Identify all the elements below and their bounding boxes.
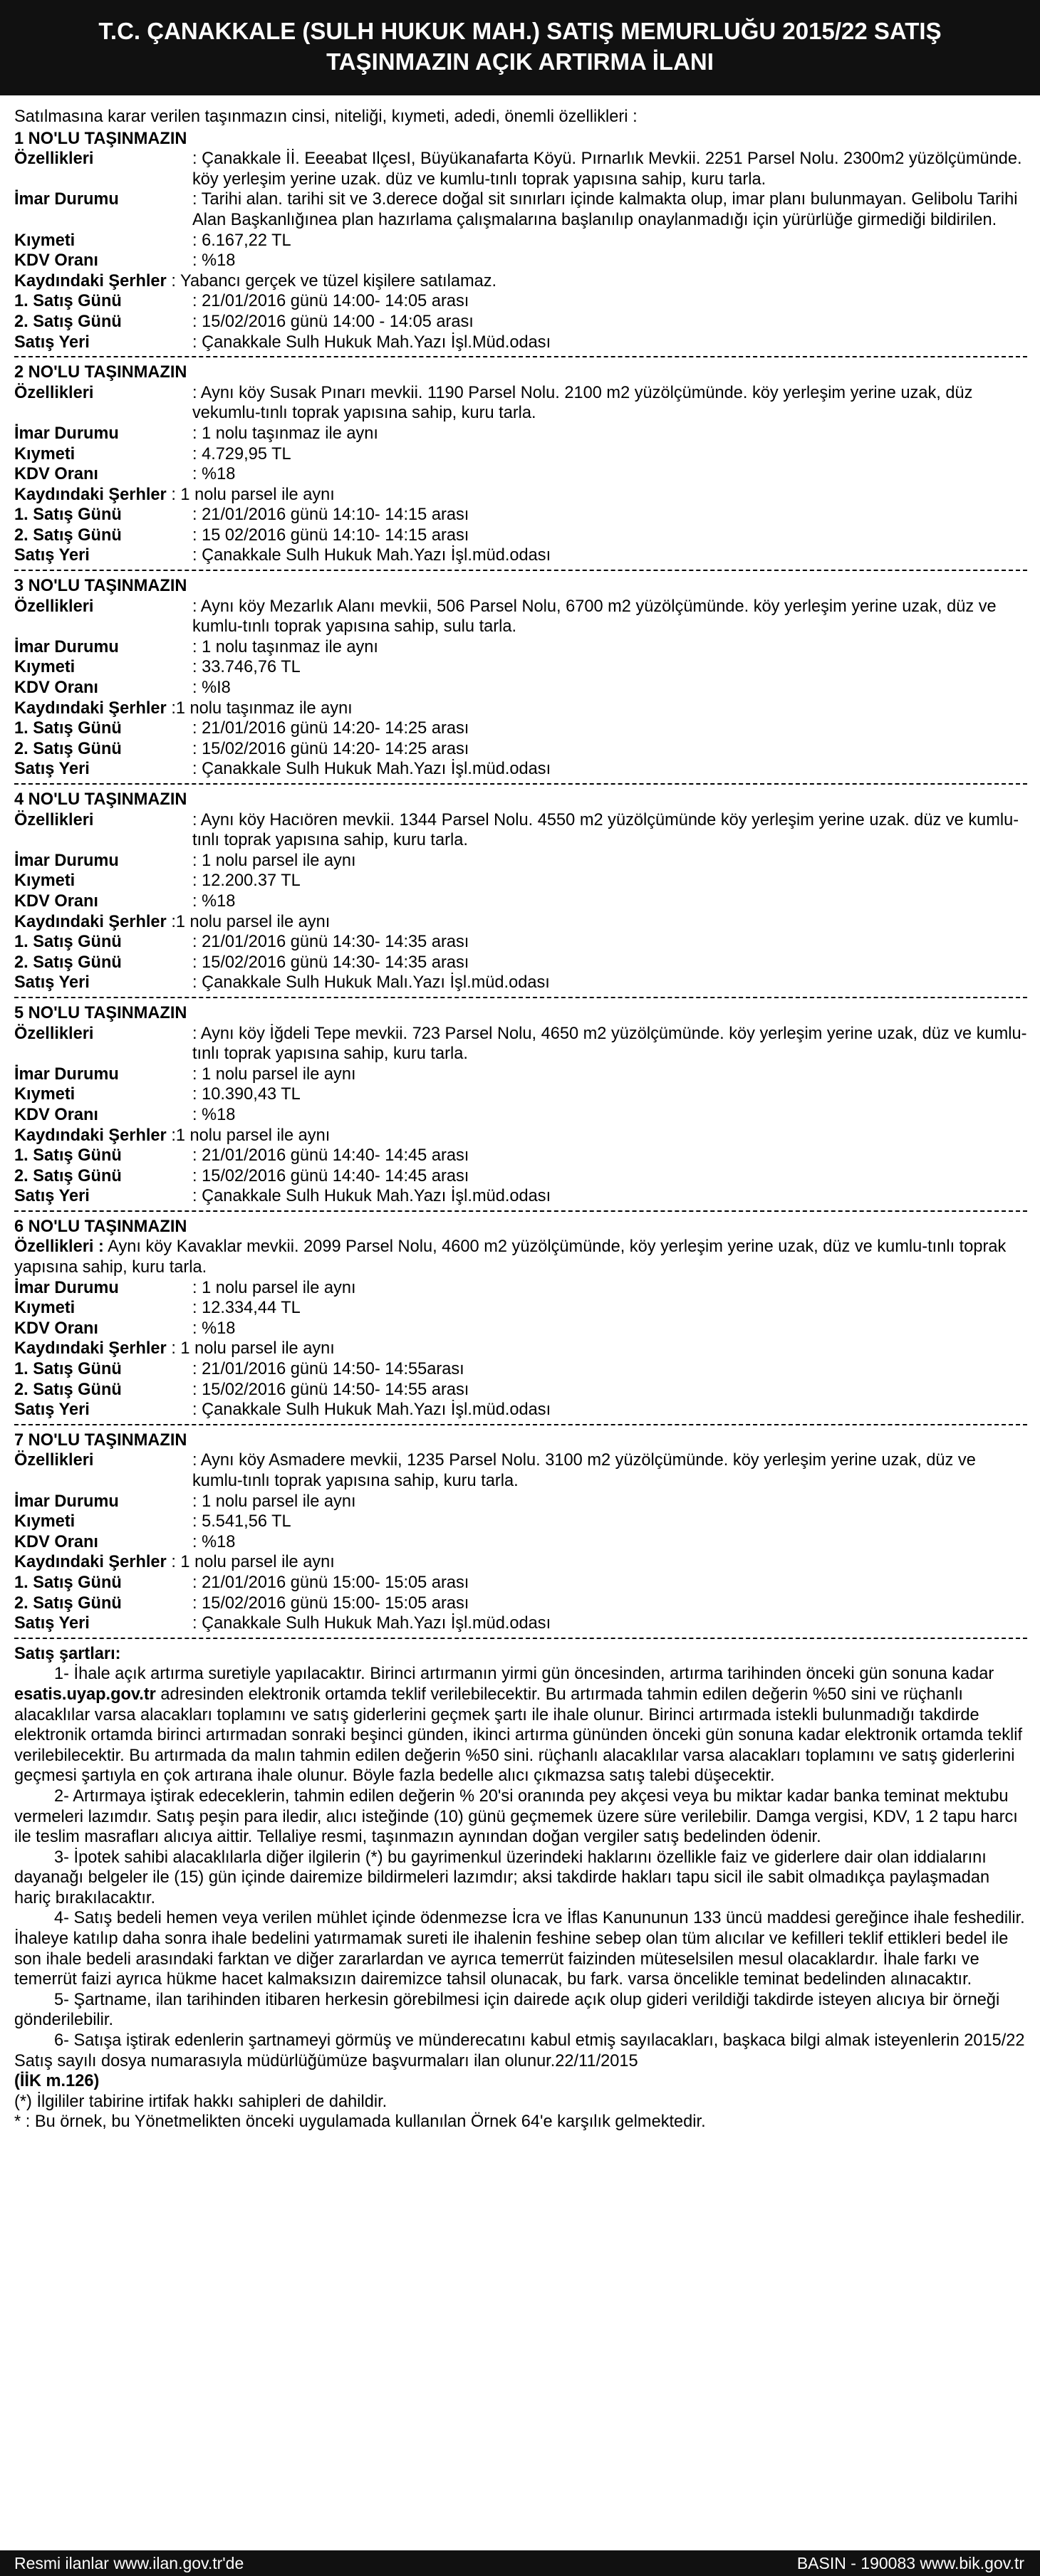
condition-6: 6- Satışa iştirak edenlerin şartnameyi görmüş ve münderecatını kabul etmiş sayılacakları, başkaca bilgi almak isteyenlerin 2015/22 Satış sayılı dosya numarasıyla müdürlüğümüze başvurmaları ilan olunur.22/11/2015 [14, 2031, 1025, 2070]
lot-value-row [14, 657, 1027, 678]
lot-sale-location-value: : Çanakkale Sulh Hukuk Mah.Yazı İşl.Müd.odası [192, 333, 551, 352]
dashed-separator [14, 1424, 1027, 1425]
lot-vat-rate-row [14, 1532, 1027, 1553]
footnote-1: (*) İlgililer tabirine irtifak hakkı sahipleri de dahildir. [14, 2092, 388, 2111]
lot-second-sale-date-value: : 15/02/2016 günü 14:00 - 14:05 arası [192, 312, 474, 331]
lot-zoning-status-value: : Tarihi alan. tarihi sit ve 3.derece doğal sit sınırları içinde kalmakta olup, imar planı bulunmayan. Gelibolu Tarihi Alan Başkanlığınea plan hazırlama çalışmalarına başlanılıp onaylanmadığı için yürürlüğe girmediği bildirilen. [192, 190, 1018, 229]
lot-properties-value: : Aynı köy Mezarlık Alanı mevkii, 506 Parsel Nolu, 6700 m2 yüzölçümünde. köy yerleşim yerine uzak, düz ve kumlu-tınlı toprak yapısına sahip, sulu tarla. [192, 597, 997, 637]
lot-sale-location-value: : Çanakkale Sulh Hukuk Mah.Yazı İşl.müd.odası [192, 1614, 551, 1633]
lot-second-sale-date-value: : 15/02/2016 günü 14:30- 14:35 arası [192, 953, 469, 972]
lot-sale-location-value: : Çanakkale Sulh Hukuk Mah.Yazı İşl.müd.odası [192, 1400, 551, 1420]
lots-list [14, 129, 1027, 1639]
lot-second-sale-date-label: 2. Satış Günü [14, 312, 122, 331]
lot-properties-label: Özellikleri [14, 810, 94, 829]
conditions-title: Satış şartları: [14, 1644, 121, 1663]
lot-first-sale-date-value: : 21/01/2016 günü 15:00- 15:05 arası [192, 1573, 469, 1592]
lot-value-label: Kıymeti [14, 231, 76, 250]
footnote-2: * : Bu örnek, bu Yönetmelikten önceki uygulamada kullanılan Örnek 64'e karşılık gelmektedir. [14, 2112, 706, 2132]
lot-sale-location-label: Satış Yeri [14, 1400, 90, 1420]
lot-zoning-status-row [14, 851, 1027, 871]
lot-annotations-row [14, 698, 1027, 719]
footer-left-text[interactable]: Resmi ilanlar www.ilan.gov.tr'de [14, 2554, 244, 2572]
lot-value-value: : 4.729,95 TL [192, 444, 291, 464]
lot-vat-rate-row [14, 678, 1027, 698]
lot-vat-rate-label: KDV Oranı [14, 1532, 98, 1551]
lot-zoning-status-row [14, 189, 1027, 230]
lot-vat-rate-label: KDV Oranı [14, 1319, 98, 1338]
lot-title: 6 NO'LU TAŞINMAZIN [14, 1217, 187, 1236]
lot-second-sale-date-value: : 15/02/2016 günü 15:00- 15:05 arası [192, 1593, 469, 1613]
lot-annotations-value: : 1 nolu parsel ile aynı [171, 485, 335, 504]
lot-second-sale-date-value: : 15/02/2016 günü 14:50- 14:55 arası [192, 1380, 469, 1399]
lot-annotations-label: Kaydındaki Şerhler [14, 912, 167, 931]
lot-annotations-row [14, 1552, 1027, 1573]
lot-properties-row [14, 810, 1027, 851]
lot-first-sale-date-value: : 21/01/2016 günü 14:10- 14:15 arası [192, 506, 469, 525]
lot-annotations-row [14, 271, 1027, 292]
lot-value-label: Kıymeti [14, 871, 76, 891]
lot-value-value: : 6.167,22 TL [192, 231, 291, 250]
lot-value-value: : 10.390,43 TL [192, 1085, 301, 1104]
lot-vat-rate-label: KDV Oranı [14, 1105, 98, 1124]
lot-zoning-status-row [14, 1492, 1027, 1512]
lot-first-sale-date-label: 1. Satış Günü [14, 1573, 122, 1592]
lot-value-row [14, 1298, 1027, 1319]
esatis-link[interactable]: esatis.uyap.gov.tr [14, 1685, 156, 1704]
lot-properties-row [14, 1450, 1027, 1491]
lot-vat-rate-row [14, 1105, 1027, 1126]
lot-value-row [14, 1084, 1027, 1105]
lot-second-sale-date-row [14, 312, 1027, 333]
lot-properties-value: Aynı köy Kavaklar mevkii. 2099 Parsel Nolu, 4600 m2 yüzölçümünde, köy yerleşim yerine uzak, düz ve kumlu-tınlı toprak yapısına sahip, kuru tarla. [14, 1237, 1007, 1277]
lot-sale-location-row [14, 1613, 1027, 1634]
lot-first-sale-date-row [14, 505, 1027, 525]
lot-sale-location-label: Satış Yeri [14, 973, 90, 993]
lot-properties-value: : Aynı köy Hacıören mevkii. 1344 Parsel Nolu. 4550 m2 yüzölçümünde köy yerleşim yerine uzak. düz ve kumlu-tınlı toprak yapısına sahip, kuru tarla. [192, 810, 1019, 850]
condition-1 [14, 1664, 1027, 1786]
lot-second-sale-date-label: 2. Satış Günü [14, 525, 122, 545]
lot-first-sale-date-row [14, 718, 1027, 739]
lot-annotations-value: :1 nolu parsel ile aynı [171, 1126, 331, 1145]
lot-first-sale-date-label: 1. Satış Günü [14, 933, 122, 952]
lot-sale-location-row [14, 333, 1027, 353]
lot-annotations-label: Kaydındaki Şerhler [14, 1126, 167, 1145]
lot-second-sale-date-value: : 15/02/2016 günü 14:40- 14:45 arası [192, 1166, 469, 1185]
lot-zoning-status-value: : 1 nolu parsel ile aynı [192, 1278, 356, 1297]
dashed-separator [14, 783, 1027, 785]
lot-second-sale-date-row [14, 1380, 1027, 1400]
lot-sale-location-label: Satış Yeri [14, 760, 90, 779]
lot-first-sale-date-label: 1. Satış Günü [14, 1360, 122, 1379]
lot-properties-label: Özellikleri [14, 1024, 94, 1043]
lot-properties-label: Özellikleri : [14, 1237, 104, 1257]
lot-properties-label: Özellikleri [14, 383, 94, 402]
lot-zoning-status-value: : 1 nolu taşınmaz ile aynı [192, 637, 378, 656]
lot-zoning-status-value: : 1 nolu parsel ile aynı [192, 1064, 356, 1084]
lot-first-sale-date-row [14, 932, 1027, 953]
dashed-separator [14, 1210, 1027, 1212]
lot-sale-location-row [14, 759, 1027, 780]
lot-sale-location-label: Satış Yeri [14, 1614, 90, 1633]
condition-4: 4- Satış bedeli hemen veya verilen mühlet içinde ödenmezse İcra ve İflas Kanununun 133 üncü maddesi gereğince ihale feshedilir. İhaleye katılıp daha sonra ihale bedelini yatırmamak sureti ile ihalenin feshine sebep olan tüm alıcılar ve kefilleri teklif ettikleri bedel ile son ihale bedeli arasındaki farktan ve diğer zararlardan ve ayrıca temerrüt faizinden müteselsilen mesul olacaklardır. İhale farkı ve temerrüt faizi ayrıca hükme hacet kalmaksızın dairemizce tahsil olunacak, bu fark. varsa öncelikle teminat bedelinden alınacaktır. [14, 1909, 1025, 1989]
lot-first-sale-date-label: 1. Satış Günü [14, 506, 122, 525]
lot-title: 2 NO'LU TAŞINMAZIN [14, 363, 187, 382]
lot-vat-rate-row [14, 251, 1027, 271]
lot-value-label: Kıymeti [14, 1299, 76, 1318]
lot-properties-value: : Aynı köy İğdeli Tepe mevkii. 723 Parsel Nolu, 4650 m2 yüzölçümünde. köy yerleşim yerine uzak, düz ve kumlu-tınlı toprak yapısına sahip, kuru tarla. [192, 1024, 1027, 1064]
lot-value-label: Kıymeti [14, 1085, 76, 1104]
lot-vat-rate-row [14, 464, 1027, 485]
lot-zoning-status-label: İmar Durumu [14, 1064, 119, 1084]
lot-value-label: Kıymeti [14, 658, 76, 677]
lot-first-sale-date-value: : 21/01/2016 günü 14:00- 14:05 arası [192, 292, 469, 311]
lot-sale-location-row [14, 1186, 1027, 1207]
lot-vat-rate-row [14, 1319, 1027, 1339]
lot-second-sale-date-value: : 15/02/2016 günü 14:20- 14:25 arası [192, 739, 469, 758]
lot-annotations-value: : 1 nolu parsel ile aynı [171, 1553, 335, 1572]
lot-annotations-row [14, 1339, 1027, 1359]
lot-properties-row [14, 1024, 1027, 1064]
lot-annotations-label: Kaydındaki Şerhler [14, 698, 167, 718]
lot-second-sale-date-label: 2. Satış Günü [14, 739, 122, 758]
lot-first-sale-date-label: 1. Satış Günü [14, 719, 122, 738]
lot-vat-rate-value: : %18 [192, 1105, 236, 1124]
lot-second-sale-date-label: 2. Satış Günü [14, 953, 122, 972]
lot-annotations-value: :1 nolu parsel ile aynı [171, 912, 331, 931]
lot-annotations-label: Kaydındaki Şerhler [14, 271, 167, 290]
lot-value-row [14, 1512, 1027, 1532]
lot-first-sale-date-row [14, 1573, 1027, 1593]
lot-value-row [14, 444, 1027, 465]
lot-zoning-status-label: İmar Durumu [14, 1492, 119, 1511]
lot-annotations-row [14, 912, 1027, 933]
lot-sale-location-row [14, 545, 1027, 566]
lot-sale-location-label: Satış Yeri [14, 1187, 90, 1206]
lot-annotations-row [14, 485, 1027, 506]
condition-3: 3- İpotek sahibi alacaklılarla diğer ilgilerin (*) bu gayrimenkul üzerindeki haklarını özellikle faiz ve giderlere dair olan iddialarını dayanağı belgeler ile (15) gün içinde dairemize bildirmeleri lazımdır; aksi takdirde hakları tapu sicil ile sabit olmadıkça paylaşmadan hariç bırakılacaktır. [14, 1848, 990, 1907]
lot-sale-location-row [14, 973, 1027, 993]
lot-value-label: Kıymeti [14, 444, 76, 464]
lot-first-sale-date-value: : 21/01/2016 günü 14:40- 14:45 arası [192, 1146, 469, 1166]
lot-properties-label: Özellikleri [14, 150, 94, 169]
lot-value-value: : 33.746,76 TL [192, 658, 301, 677]
lot-vat-rate-row [14, 891, 1027, 912]
lot-zoning-status-value: : 1 nolu parsel ile aynı [192, 851, 356, 870]
header-title-line-1: T.C. ÇANAKKALE (SULH HUKUK MAH.) SATIŞ MEMURLUĞU 2015/22 SATIŞ [98, 18, 942, 44]
lot-zoning-status-row [14, 1064, 1027, 1085]
lot-section [14, 362, 1027, 566]
announcement-body [0, 95, 1040, 2132]
lot-zoning-status-label: İmar Durumu [14, 851, 119, 870]
lot-sale-location-value: : Çanakkale Sulh Hukuk Mah.Yazı İşl.müd.odası [192, 760, 551, 779]
dashed-separator [14, 356, 1027, 357]
lot-vat-rate-value: : %18 [192, 1532, 236, 1551]
lot-first-sale-date-row [14, 291, 1027, 312]
lot-title: 1 NO'LU TAŞINMAZIN [14, 129, 187, 148]
lot-first-sale-date-row [14, 1359, 1027, 1380]
lot-title: 7 NO'LU TAŞINMAZIN [14, 1430, 187, 1450]
lot-value-value: : 12.200.37 TL [192, 871, 301, 891]
lot-annotations-label: Kaydındaki Şerhler [14, 1553, 167, 1572]
lot-annotations-row [14, 1126, 1027, 1146]
lot-value-label: Kıymeti [14, 1512, 76, 1532]
lot-value-row [14, 231, 1027, 251]
dashed-separator [14, 997, 1027, 998]
lot-properties-label: Özellikleri [14, 1451, 94, 1470]
condition-1-pre: 1- İhale açık artırma suretiyle yapılacaktır. Birinci artırmanın yirmi gün öncesinden, artırma tarihinden önceki gün sonuna kadar [54, 1665, 994, 1684]
condition-5: 5- Şartname, ilan tarihinden itibaren herkesin görebilmesi için dairede açık olup gideri verildiği takdirde isteyen alıcıya bir örneği gönderilebilir. [14, 1990, 1000, 2030]
lot-title: 3 NO'LU TAŞINMAZIN [14, 577, 187, 596]
lot-zoning-status-row [14, 424, 1027, 444]
lot-zoning-status-label: İmar Durumu [14, 424, 119, 443]
announcement-footer [0, 2550, 1040, 2576]
lot-zoning-status-label: İmar Durumu [14, 1278, 119, 1297]
lot-section [14, 1430, 1027, 1634]
condition-1-post: adresinden elektronik ortamda teklif verilebilecektir. Bu artırmada tahmin edilen değerin %50 sini ve rüçhanlı alacaklılar varsa alacakları toplamını ve satış giderlerini geçmek şartı ile ihale olunur. Birinci artırmada istekli bulunmadığı takdirde elektronik ortamda birinci artırmadan sonraki beşinci günden, ikinci artırma gününden önceki gün sonuna kadar elektronik ortamda teklif verilebilecektir. Bu artırmada da malın tahmin edilen değerin %50 sini. rüçhanlı alacaklılar varsa alacakları toplamını ve satış giderlerini geçmesi şartıyla en çok artırana ihale olunur. Böyle fazla bedelle alıcı çıkmazsa satış talebi düşecektir. [14, 1685, 1023, 1786]
lot-second-sale-date-label: 2. Satış Günü [14, 1166, 122, 1185]
lot-second-sale-date-value: : 15 02/2016 günü 14:10- 14:15 arası [192, 525, 469, 545]
lot-value-row [14, 871, 1027, 891]
dashed-separator [14, 1638, 1027, 1639]
footer-right-text[interactable]: BASIN - 190083 www.bik.gov.tr [796, 2554, 1024, 2572]
lot-sale-location-label: Satış Yeri [14, 546, 90, 565]
lot-first-sale-date-value: : 21/01/2016 günü 14:20- 14:25 arası [192, 719, 469, 738]
lot-properties-row [14, 1237, 1027, 1277]
sale-conditions [14, 1644, 1027, 2132]
lot-zoning-status-value: : 1 nolu taşınmaz ile aynı [192, 424, 378, 443]
lot-value-value: : 5.541,56 TL [192, 1512, 291, 1532]
header-title-line-2: TAŞINMAZIN AÇIK ARTIRMA İLANI [326, 48, 714, 75]
lot-vat-rate-value: : %18 [192, 1319, 236, 1338]
condition-2: 2- Artırmaya iştirak edeceklerin, tahmin edilen değerin % 20'si oranında pey akçesi veya bu miktar kadar banka teminat mektubu vermeleri lazımdır. Satış peşin para iledir, alıcı isteğinde (10) günü geçmemek üzere süre verilebilir. Damga vergisi, KDV, 1 2 tapu harcı ile teslim masrafları alıcıya aittir. Tellaliye resmi, taşınmazın aynından doğan vergiler satış bedelinden ödenir. [14, 1786, 1018, 1847]
lot-properties-label: Özellikleri [14, 597, 94, 616]
lot-zoning-status-value: : 1 nolu parsel ile aynı [192, 1492, 356, 1511]
intro-text: Satılmasına karar verilen taşınmazın cinsi, niteliği, kıymeti, adedi, önemli özellikleri : [14, 108, 638, 126]
lot-second-sale-date-label: 2. Satış Günü [14, 1380, 122, 1399]
lot-second-sale-date-row [14, 525, 1027, 546]
lot-vat-rate-value: : %18 [192, 251, 236, 271]
lot-vat-rate-value: : %18 [192, 465, 236, 484]
lot-second-sale-date-row [14, 953, 1027, 973]
lot-title: 4 NO'LU TAŞINMAZIN [14, 790, 187, 809]
lot-zoning-status-row [14, 1278, 1027, 1299]
lot-sale-location-value: : Çanakkale Sulh Hukuk Mah.Yazı İşl.müd.odası [192, 1187, 551, 1206]
lot-sale-location-value: : Çanakkale Sulh Hukuk Mah.Yazı İşl.müd.odası [192, 546, 551, 565]
lot-first-sale-date-label: 1. Satış Günü [14, 292, 122, 311]
lot-vat-rate-value: : %I8 [192, 679, 231, 698]
lot-annotations-value: :1 nolu taşınmaz ile aynı [171, 698, 353, 718]
lot-annotations-label: Kaydındaki Şerhler [14, 1339, 167, 1358]
lot-section [14, 1003, 1027, 1207]
lot-first-sale-date-value: : 21/01/2016 günü 14:30- 14:35 arası [192, 933, 469, 952]
lot-section [14, 576, 1027, 780]
lot-zoning-status-label: İmar Durumu [14, 637, 119, 656]
lot-second-sale-date-row [14, 739, 1027, 760]
lot-first-sale-date-value: : 21/01/2016 günü 14:50- 14:55arası [192, 1360, 464, 1379]
lot-properties-value: : Aynı köy Asmadere mevkii, 1235 Parsel Nolu. 3100 m2 yüzölçümünde. köy yerleşim yerine uzak, düz ve kumlu-tınlı toprak yapısına sahip, kuru tarla. [192, 1451, 976, 1490]
lot-zoning-status-label: İmar Durumu [14, 190, 119, 209]
lot-annotations-label: Kaydındaki Şerhler [14, 485, 167, 504]
lot-section [14, 790, 1027, 993]
lot-sale-location-value: : Çanakkale Sulh Hukuk Malı.Yazı İşl.müd.odası [192, 973, 550, 993]
dashed-separator [14, 570, 1027, 571]
lot-second-sale-date-label: 2. Satış Günü [14, 1593, 122, 1613]
lot-vat-rate-label: KDV Oranı [14, 465, 98, 484]
lot-properties-row [14, 383, 1027, 424]
lot-properties-value: : Çanakkale İİ. Eeeabat IlçesI, Büyükanafarta Köyü. Pırnarlık Mevkii. 2251 Parsel Nolu. 2300m2 yüzölçümünde. köy yerleşim yerine uzak. düz ve kumlu-tınlı toprak yapısına sahip, kuru tarla. [192, 150, 1022, 189]
lot-properties-row [14, 597, 1027, 637]
lot-title: 5 NO'LU TAŞINMAZIN [14, 1003, 187, 1022]
announcement-header [0, 0, 1040, 95]
lot-zoning-status-row [14, 637, 1027, 658]
lot-annotations-value: : 1 nolu parsel ile aynı [171, 1339, 335, 1358]
lot-vat-rate-label: KDV Oranı [14, 679, 98, 698]
lot-section [14, 129, 1027, 353]
lot-sale-location-label: Satış Yeri [14, 333, 90, 352]
lot-annotations-value: : Yabancı gerçek ve tüzel kişilere satılamaz. [171, 271, 497, 290]
law-reference: (İİK m.126) [14, 2072, 100, 2091]
lot-value-value: : 12.334,44 TL [192, 1299, 301, 1318]
lot-sale-location-row [14, 1400, 1027, 1420]
lot-first-sale-date-row [14, 1146, 1027, 1166]
lot-vat-rate-label: KDV Oranı [14, 251, 98, 271]
lot-properties-value: : Aynı köy Susak Pınarı mevkii. 1190 Parsel Nolu. 2100 m2 yüzölçümünde. köy yerleşim yerine uzak, düz vekumlu-tınlı toprak yapısına sahip, kuru tarla. [192, 383, 973, 423]
lot-second-sale-date-row [14, 1593, 1027, 1614]
lot-second-sale-date-row [14, 1166, 1027, 1187]
lot-vat-rate-label: KDV Oranı [14, 891, 98, 911]
lot-section [14, 1217, 1027, 1420]
lot-first-sale-date-label: 1. Satış Günü [14, 1146, 122, 1166]
lot-properties-row [14, 149, 1027, 189]
lot-vat-rate-value: : %18 [192, 891, 236, 911]
